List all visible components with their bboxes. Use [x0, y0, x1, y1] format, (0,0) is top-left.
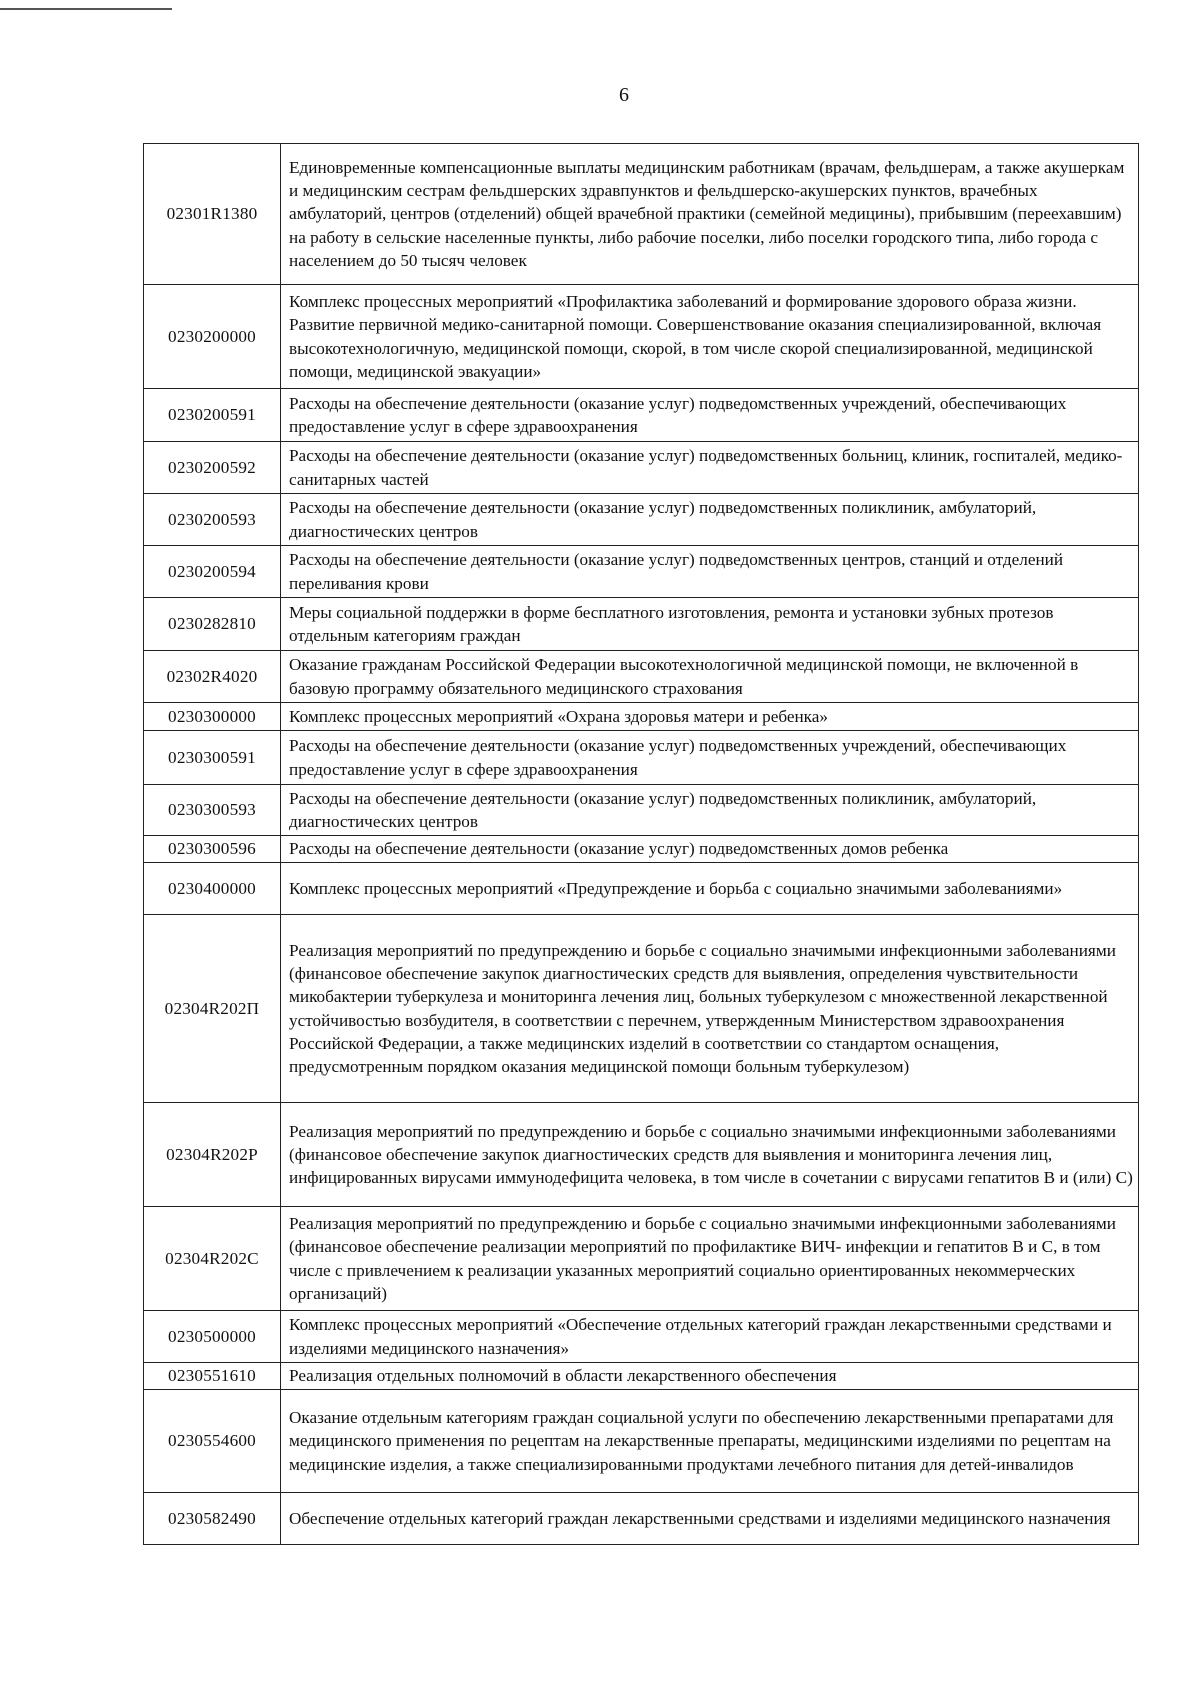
row-description: Расходы на обеспечение деятельности (оказание услуг) подведомственных учреждений, обеспечивающих предоставление услуг в сфере здравоохранения	[281, 389, 1139, 442]
row-description: Реализация мероприятий по предупреждению и борьбе с социально значимыми инфекционными заболеваниями (финансовое обеспечение закупок диагностических средств для выявления и мониторинга лечения лиц, инфицированных вирусами иммунодефицита человека, в том числе в сочетании с вирусами гепатитов В и (или) С)	[281, 1103, 1139, 1207]
table-row	[144, 494, 1139, 546]
table-row	[144, 389, 1139, 442]
table-row	[144, 598, 1139, 651]
table-row	[144, 785, 1139, 836]
table-row	[144, 651, 1139, 703]
row-code: 0230551610	[144, 1363, 281, 1390]
table-row	[144, 1363, 1139, 1390]
row-description: Расходы на обеспечение деятельности (оказание услуг) подведомственных поликлиник, амбулаторий, диагностических центров	[281, 785, 1139, 836]
row-description: Единовременные компенсационные выплаты медицинским работникам (врачам, фельдшерам, а также акушеркам и медицинским сестрам фельдшерских здравпунктов и фельдшерско-акушерских пунктов, врачебных амбулаторий, центров (отделений) общей врачебной практики (семейной медицины), прибывшим (переехавшим) на работу в сельские населенные пункты, либо рабочие поселки, либо поселки городского типа, либо города с населением до 50 тысяч человек	[281, 144, 1139, 285]
table-row	[144, 863, 1139, 915]
row-code: 0230300593	[144, 785, 281, 836]
budget-codes-table	[143, 143, 1139, 1545]
row-code: 02304R202П	[144, 915, 281, 1103]
row-code: 0230200591	[144, 389, 281, 442]
row-description: Меры социальной поддержки в форме бесплатного изготовления, ремонта и установки зубных протезов отдельным категориям граждан	[281, 598, 1139, 651]
row-description: Оказание гражданам Российской Федерации высокотехнологичной медицинской помощи, не включенной в базовую программу обязательного медицинского страхования	[281, 651, 1139, 703]
table-row	[144, 442, 1139, 494]
row-description: Реализация мероприятий по предупреждению и борьбе с социально значимыми инфекционными заболеваниями (финансовое обеспечение закупок диагностических средств для выявления, определения чувствительности микобактерии туберкулеза и мониторинга лечения лиц, больных туберкулезом с множественной лекарственной устойчивостью возбудителя, в соответствии с перечнем, утвержденным Министерством здравоохранения Российской Федерации, а также медицинских изделий в соответствии со стандартом оснащения, предусмотренным порядком оказания медицинской помощи больным туберкулезом)	[281, 915, 1139, 1103]
row-description: Расходы на обеспечение деятельности (оказание услуг) подведомственных домов ребенка	[281, 836, 1139, 863]
row-description: Комплекс процессных мероприятий «Обеспечение отдельных категорий граждан лекарственными средствами и изделиями медицинского назначения»	[281, 1311, 1139, 1363]
row-description: Комплекс процессных мероприятий «Профилактика заболеваний и формирование здорового образа жизни. Развитие первичной медико-санитарной помощи. Совершенствование оказания специализированной, включая высокотехнологичную, медицинской помощи, скорой, в том числе скорой специализированной, медицинской помощи, медицинской эвакуации»	[281, 285, 1139, 389]
table-row	[144, 1311, 1139, 1363]
row-code: 0230500000	[144, 1311, 281, 1363]
row-description: Обеспечение отдельных категорий граждан лекарственными средствами и изделиями медицинского назначения	[281, 1493, 1139, 1545]
row-code: 0230282810	[144, 598, 281, 651]
row-description: Реализация отдельных полномочий в области лекарственного обеспечения	[281, 1363, 1139, 1390]
row-code: 0230300591	[144, 731, 281, 785]
row-description: Расходы на обеспечение деятельности (оказание услуг) подведомственных учреждений, обеспечивающих предоставление услуг в сфере здравоохранения	[281, 731, 1139, 785]
table-row	[144, 1103, 1139, 1207]
row-description: Реализация мероприятий по предупреждению и борьбе с социально значимыми инфекционными заболеваниями (финансовое обеспечение реализации мероприятий по профилактике ВИЧ- инфекции и гепатитов В и С, в том числе с привлечением к реализации указанных мероприятий социально ориентированных некоммерческих организаций)	[281, 1207, 1139, 1311]
row-code: 0230200000	[144, 285, 281, 389]
row-code: 0230554600	[144, 1390, 281, 1493]
table-row	[144, 285, 1139, 389]
row-description: Оказание отдельным категориям граждан социальной услуги по обеспечению лекарственными препаратами для медицинского применения по рецептам на лекарственные препараты, медицинскими изделиями по рецептам на медицинские изделия, а также специализированными продуктами лечебного питания для детей-инвалидов	[281, 1390, 1139, 1493]
row-code: 0230200594	[144, 546, 281, 598]
row-code: 02304R202С	[144, 1207, 281, 1311]
row-description: Расходы на обеспечение деятельности (оказание услуг) подведомственных центров, станций и отделений переливания крови	[281, 546, 1139, 598]
table-row	[144, 546, 1139, 598]
row-code: 0230200592	[144, 442, 281, 494]
table-row	[144, 703, 1139, 731]
page-number: 6	[619, 84, 629, 106]
table-row	[144, 915, 1139, 1103]
scan-edge-mark	[0, 8, 172, 10]
table-row	[144, 1390, 1139, 1493]
row-description: Комплекс процессных мероприятий «Охрана здоровья матери и ребенка»	[281, 703, 1139, 731]
table-row	[144, 836, 1139, 863]
row-description: Комплекс процессных мероприятий «Предупреждение и борьба с социально значимыми заболеваниями»	[281, 863, 1139, 915]
table-row	[144, 1493, 1139, 1545]
row-code: 02304R202P	[144, 1103, 281, 1207]
row-code: 0230300000	[144, 703, 281, 731]
row-code: 0230200593	[144, 494, 281, 546]
row-code: 02302R4020	[144, 651, 281, 703]
table-row	[144, 731, 1139, 785]
row-code: 0230582490	[144, 1493, 281, 1545]
row-code: 02301R1380	[144, 144, 281, 285]
table-row	[144, 144, 1139, 285]
row-description: Расходы на обеспечение деятельности (оказание услуг) подведомственных больниц, клиник, госпиталей, медико-санитарных частей	[281, 442, 1139, 494]
row-description: Расходы на обеспечение деятельности (оказание услуг) подведомственных поликлиник, амбулаторий, диагностических центров	[281, 494, 1139, 546]
row-code: 0230300596	[144, 836, 281, 863]
row-code: 0230400000	[144, 863, 281, 915]
table-row	[144, 1207, 1139, 1311]
